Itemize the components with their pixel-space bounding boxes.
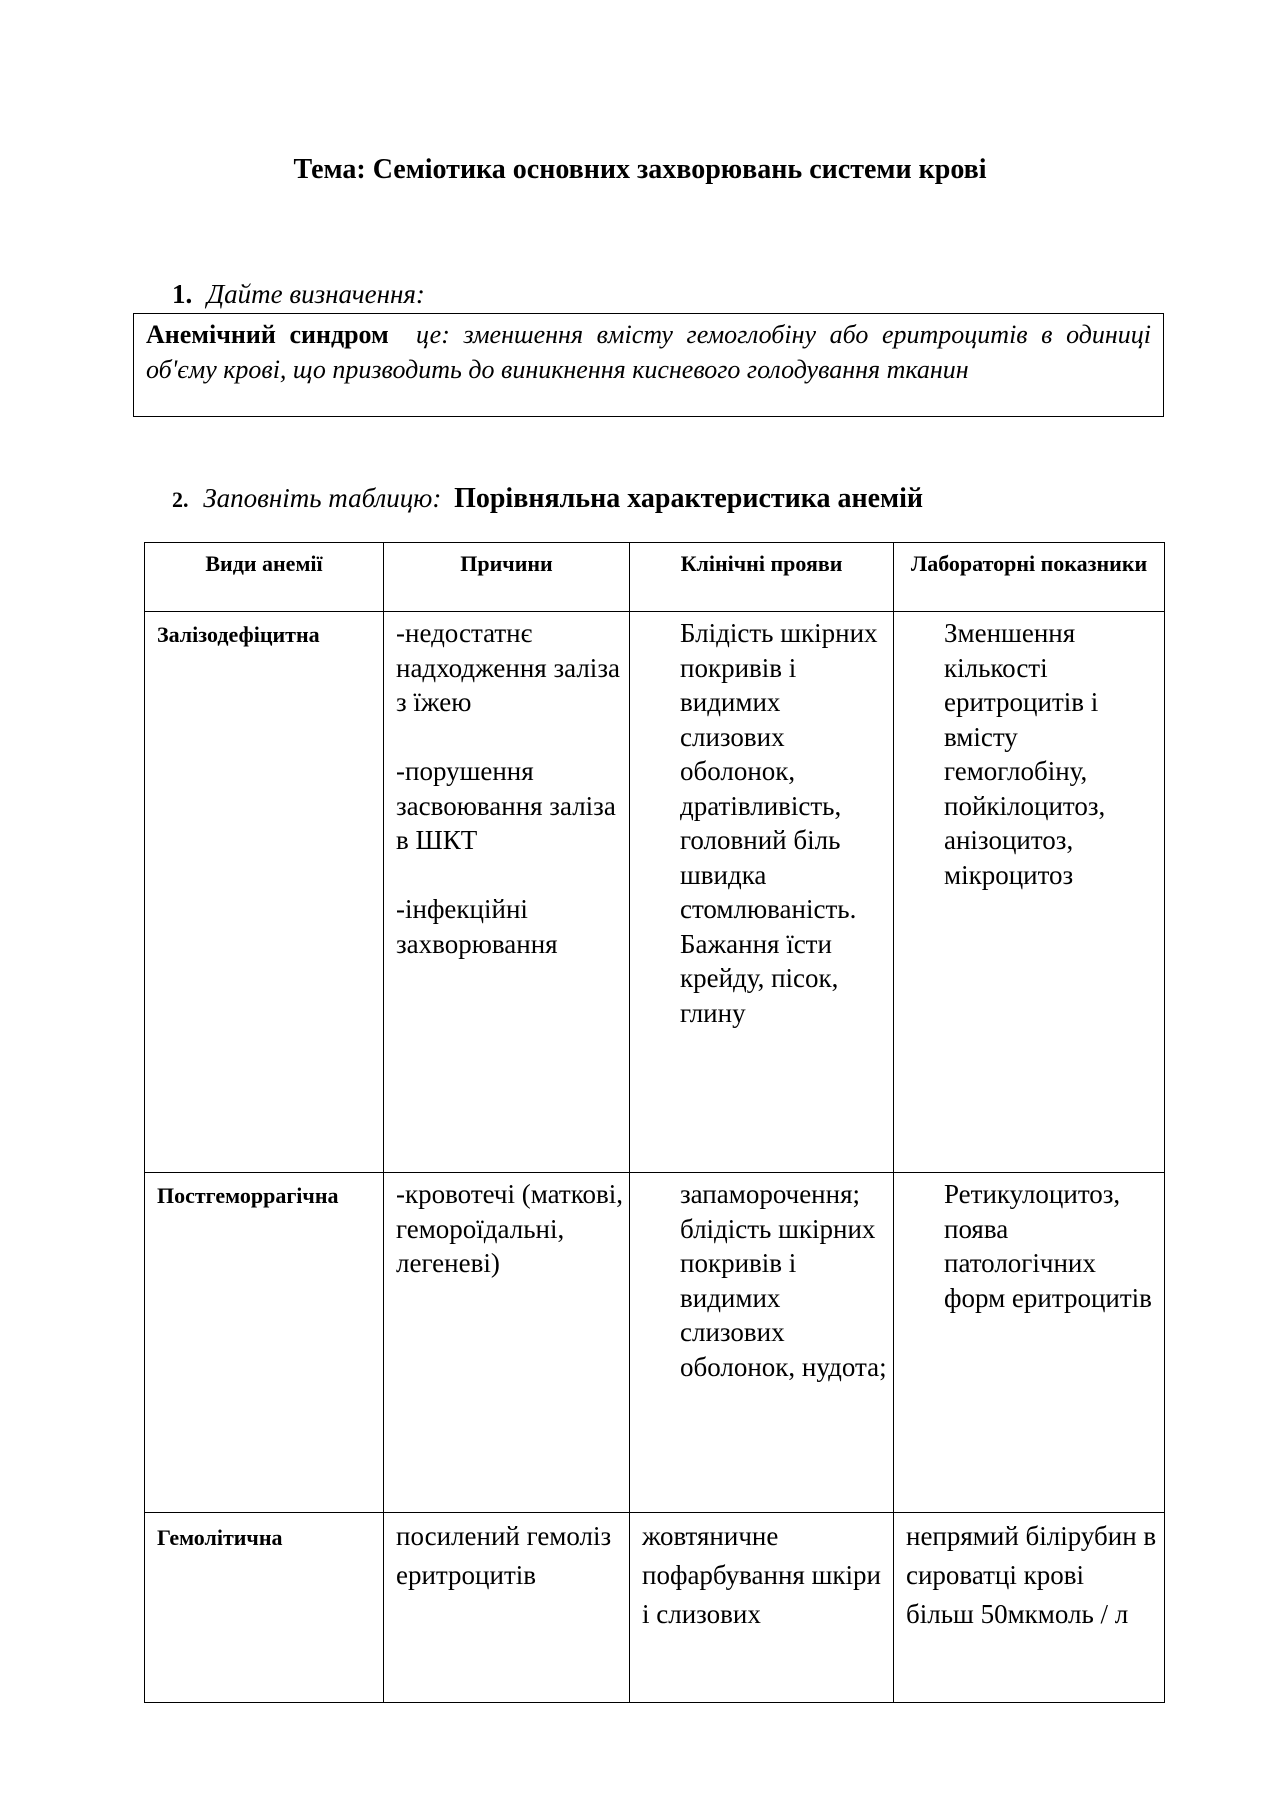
cause-item: посилений гемоліз еритроцитів [396, 1521, 612, 1590]
definition-text: це: зменшення вмісту гемоглобіну або еритроцитів в одиниці об'єму крові, що призводить до виникнення кисневого голодування тканин [146, 320, 1152, 384]
causes-cell [384, 1173, 630, 1513]
clinical-cell: жовтяничне пофарбування шкіри і слизових [630, 1513, 894, 1703]
task-2-label: Заповніть таблицю: [203, 483, 442, 513]
table-row [145, 1173, 1165, 1513]
table-header-row [145, 543, 1165, 612]
anemia-type-cell: Гемолітична [145, 1513, 384, 1703]
definition-term: Анемічний синдром [146, 320, 389, 349]
cause-item: -кровотечі (маткові, гемороїдальні, легеневі) [396, 1179, 623, 1278]
header-lab: Лабораторні показники [894, 543, 1165, 612]
task-2-heading [172, 480, 923, 518]
page-title: Тема: Семіотика основних захворювань системи крові [293, 154, 987, 185]
causes-cell [384, 1513, 630, 1703]
header-anemia-types: Види анемії [145, 543, 384, 612]
lab-cell: непрямий білірубин в сироватці крові більш 50мкмоль / л [894, 1513, 1165, 1703]
clinical-cell: Блідість шкірних покривів і видимих слизових оболонок, дратівливість, головний біль швидка стомлюваність. Бажання їсти крейду, пісок, глину [630, 612, 894, 1173]
task-2-table-title: Порівняльна характеристика анемій [454, 483, 924, 514]
table-row [145, 612, 1165, 1173]
header-causes: Причини [384, 543, 630, 612]
causes-cell [384, 612, 630, 1173]
header-clinical: Клінічні прояви [630, 543, 894, 612]
anemia-type-cell: Залізодефіцитна [145, 612, 384, 1173]
task-2-number: 2. [172, 487, 189, 512]
clinical-cell: запаморочення; блідість шкірних покривів і видимих слизових оболонок, нудота; [630, 1173, 894, 1513]
task-1-heading [172, 276, 425, 312]
lab-cell: Зменшення кількості еритроцитів і вмісту гемоглобіну, пойкілоцитоз, анізоцитоз, мікроцитоз [894, 612, 1165, 1173]
cause-item: -порушення засвоювання заліза в ШКТ [396, 756, 616, 855]
lab-cell: Ретикулоцитоз, поява патологічних форм еритроцитів [894, 1173, 1165, 1513]
cause-item: -недостатнє надходження заліза з їжею [396, 618, 620, 717]
anemia-comparison-table [144, 542, 1165, 1703]
definition-box [133, 313, 1164, 417]
anemia-type-cell: Постгеморрагічна [145, 1173, 384, 1513]
table-row [145, 1513, 1165, 1703]
task-1-label: Дайте визначення: [207, 279, 425, 309]
cause-item: -інфекційні захворювання [396, 894, 558, 959]
task-1-number: 1. [172, 279, 193, 309]
